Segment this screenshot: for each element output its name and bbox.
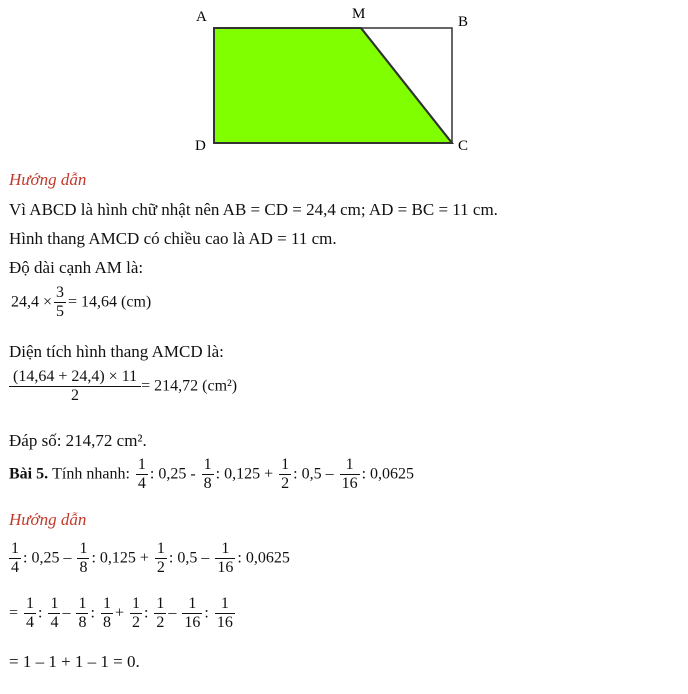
- solution-2-row-2: [9, 595, 237, 632]
- operator: :: [90, 604, 95, 622]
- fraction: $\frac{1}{8}$: [203, 456, 212, 492]
- trapezoid-amcd: [214, 28, 452, 143]
- fraction: $\frac{1}{2}$: [281, 456, 290, 492]
- fraction: $\frac{1}{16}$: [184, 595, 201, 631]
- operator: : 0,0625: [361, 465, 415, 483]
- operator: : 0,125 +: [91, 549, 149, 567]
- vertex-b-label: B: [458, 14, 469, 30]
- solution-1-answer: Đáp số: 214,72 cm².: [9, 431, 147, 450]
- operator: : 0,0625: [237, 549, 290, 567]
- fraction: $\frac{1}{16}$: [216, 595, 233, 631]
- fraction: $\frac{1}{2}$: [131, 595, 140, 631]
- vertex-m-label: M: [352, 6, 366, 22]
- operator: :: [38, 604, 43, 622]
- solution-1-line-4: Diện tích hình thang AMCD là:: [9, 342, 224, 361]
- fraction: $\frac{1}{16}$: [341, 456, 358, 492]
- fraction: $\frac{1}{4}$: [50, 595, 59, 631]
- equals-sign: =: [9, 604, 19, 622]
- vertex-a-label: A: [196, 9, 207, 25]
- trapezoid-figure: [0, 0, 688, 160]
- solution-1-line-2: Hình thang AMCD có chiều cao là AD = 11 cm.: [9, 229, 337, 248]
- vertex-d-label: D: [195, 138, 206, 154]
- operator: : 0,25 –: [23, 549, 72, 567]
- operator: +: [114, 604, 124, 622]
- fraction: $\frac{1}{4}$: [26, 595, 35, 631]
- fraction: $\frac{1}{8}$: [78, 595, 87, 631]
- exercise-5-label: Bài 5.: [9, 465, 49, 483]
- operator: –: [62, 604, 71, 622]
- eq1-left: 24,4 ×: [11, 293, 53, 311]
- operator: :: [143, 604, 149, 622]
- fraction: $\frac{1}{16}$: [217, 540, 234, 576]
- fraction: $\frac{1}{2}$: [156, 595, 165, 631]
- fraction-area: $\frac{(14,64 + 24,4) \times 11}{2}$: [9, 368, 141, 405]
- fraction: $\frac{1}{8}$: [79, 540, 88, 576]
- operator: : 0,125 +: [215, 465, 274, 483]
- exercise-5-text: Tính nhanh:: [52, 465, 130, 483]
- solution-1-heading: Hướng dẫn: [9, 170, 87, 189]
- equation-am-length: [11, 284, 151, 321]
- eq2-right: = 214,72 (cm²): [141, 377, 238, 395]
- equation-area: [9, 368, 237, 405]
- solution-1-line-3: Độ dài cạnh AM là:: [9, 258, 144, 277]
- fraction: $\frac{1}{4}$: [11, 540, 19, 576]
- operator: : 0,5 –: [293, 465, 334, 483]
- solution-1-line-1: Vì ABCD là hình chữ nhật nên AB = CD = 24,4 cm; AD = BC = 11 cm.: [9, 200, 498, 219]
- solution-2-heading: Hướng dẫn: [9, 510, 87, 529]
- fraction: $\frac{1}{8}$: [102, 595, 111, 631]
- fraction-3-5: $\frac{3}{5}$: [56, 284, 65, 320]
- solution-2-final: = 1 – 1 + 1 – 1 = 0.: [9, 652, 140, 671]
- operator: : 0,5 –: [168, 549, 210, 567]
- solution-2-row-1: [9, 540, 290, 577]
- fraction: $\frac{1}{4}$: [137, 456, 146, 492]
- operator: :: [204, 604, 209, 622]
- fraction: $\frac{1}{2}$: [156, 540, 165, 576]
- operator: –: [168, 604, 177, 622]
- operator: : 0,25 -: [149, 465, 196, 483]
- eq1-right: = 14,64 (cm): [68, 293, 152, 311]
- exercise-5-prompt: [9, 456, 414, 493]
- vertex-c-label: C: [458, 138, 469, 154]
